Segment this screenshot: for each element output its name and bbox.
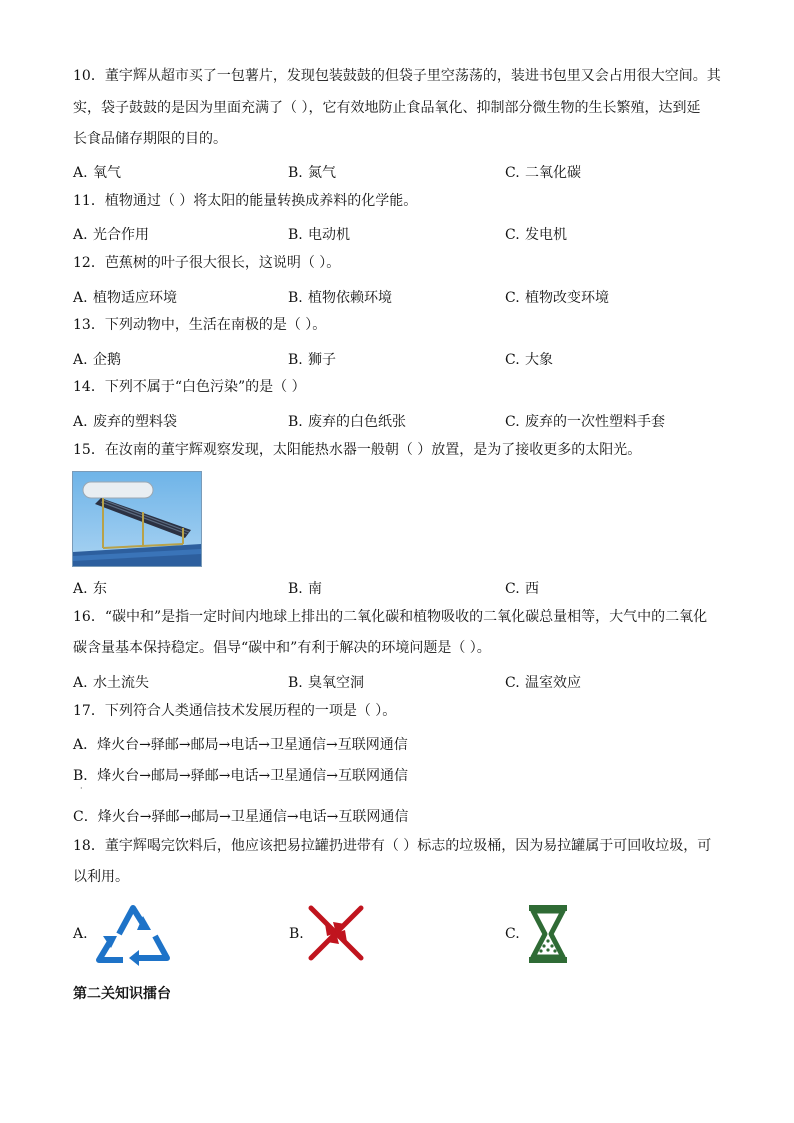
option-c: C. 温室效应 [505,675,581,691]
question-10-line-3: 长食品储存期限的目的。 [73,131,227,147]
option-a: A. 东 [73,581,107,597]
option-c: C. 废弃的一次性塑料手套 [505,414,665,430]
question-17-option-a: A．烽火台→驿邮→邮局→电话→卫星通信→互联网通信 [73,737,408,753]
question-15: 15．在汝南的董宇辉观察发现，太阳能热水器一般朝（ ）放置，是为了接收更多的太阳光。 [73,442,642,458]
option-a-label: A. [73,926,88,942]
option-a: A. 光合作用 [73,227,149,243]
question-15-options [73,578,723,602]
question-14: 14．下列不属于“白色污染”的是（ ） [73,379,306,395]
question-11-options [73,224,723,248]
question-17-option-c: C．烽火台→驿邮→邮局→卫星通信→电话→互联网通信 [73,809,409,825]
question-10-line-1: 10．董宇辉从超市买了一包薯片，发现包装鼓鼓的但袋子里空荡荡的，装进书包里又会占用很大空间。其 [73,68,721,84]
option-a: A. 水土流失 [73,675,149,691]
solar-water-heater-photo [72,471,202,567]
option-c-label: C. [505,926,520,942]
option-b: B. 电动机 [288,227,350,243]
question-12-options [73,287,723,311]
recycle-icon [93,900,173,974]
option-c: C. 植物改变环境 [505,290,609,306]
option-b: B. 废弃的白色纸张 [288,414,406,430]
option-a: A. 植物适应环境 [73,290,177,306]
question-12: 12．芭蕉树的叶子很大很长，这说明（ ）。 [73,255,341,271]
option-b-label: B. [289,926,304,942]
option-c: C. 二氧化碳 [505,165,581,181]
option-a: A. 废弃的塑料袋 [73,414,177,430]
option-b: B. 南 [288,581,322,597]
option-b: B. 臭氧空洞 [288,675,364,691]
hourglass-icon [527,903,569,969]
question-16-line-1: 16．“碳中和”是指一定时间内地球上排出的二氧化碳和植物吸收的二氧化碳总量相等，大气中的二氧化 [73,609,708,625]
option-a: A. 氧气 [73,165,121,181]
question-13-options [73,349,723,373]
section-title: 第二关知识擂台 [73,986,171,1002]
option-b: B. 氮气 [288,165,336,181]
option-c: C. 发电机 [505,227,567,243]
question-18-line-1: 18．董宇辉喝完饮料后，他应该把易拉罐扔进带有（ ）标志的垃圾桶，因为易拉罐属于可回收垃圾，可 [73,838,712,854]
question-16-options [73,672,723,696]
option-c: C. 西 [505,581,539,597]
option-a: A. 企鹅 [73,352,121,368]
question-16-line-2: 碳含量基本保持稳定。倡导“碳中和”有利于解决的环境问题是（ ）。 [73,640,491,656]
question-18-line-2: 以利用。 [73,869,129,885]
stray-mark: · [80,784,83,793]
question-14-options [73,411,723,435]
question-10-options [73,162,723,186]
question-17: 17．下列符合人类通信技术发展历程的一项是（ ）。 [73,703,397,719]
option-b: B. 植物依赖环境 [288,290,392,306]
question-17-option-b: B．烽火台→邮局→驿邮→电话→卫星通信→互联网通信 [73,768,408,784]
question-13: 13．下列动物中，生活在南极的是（ ）。 [73,317,327,333]
crossed-arrows-icon [305,902,367,968]
question-10-line-2: 实，袋子鼓鼓的是因为里面充满了（ ），它有效地防止食品氧化、抑制部分微生物的生长繁殖，达到延 [73,100,701,116]
option-c: C. 大象 [505,352,553,368]
question-11: 11．植物通过（ ）将太阳的能量转换成养料的化学能。 [73,193,418,209]
option-b: B. 狮子 [288,352,336,368]
